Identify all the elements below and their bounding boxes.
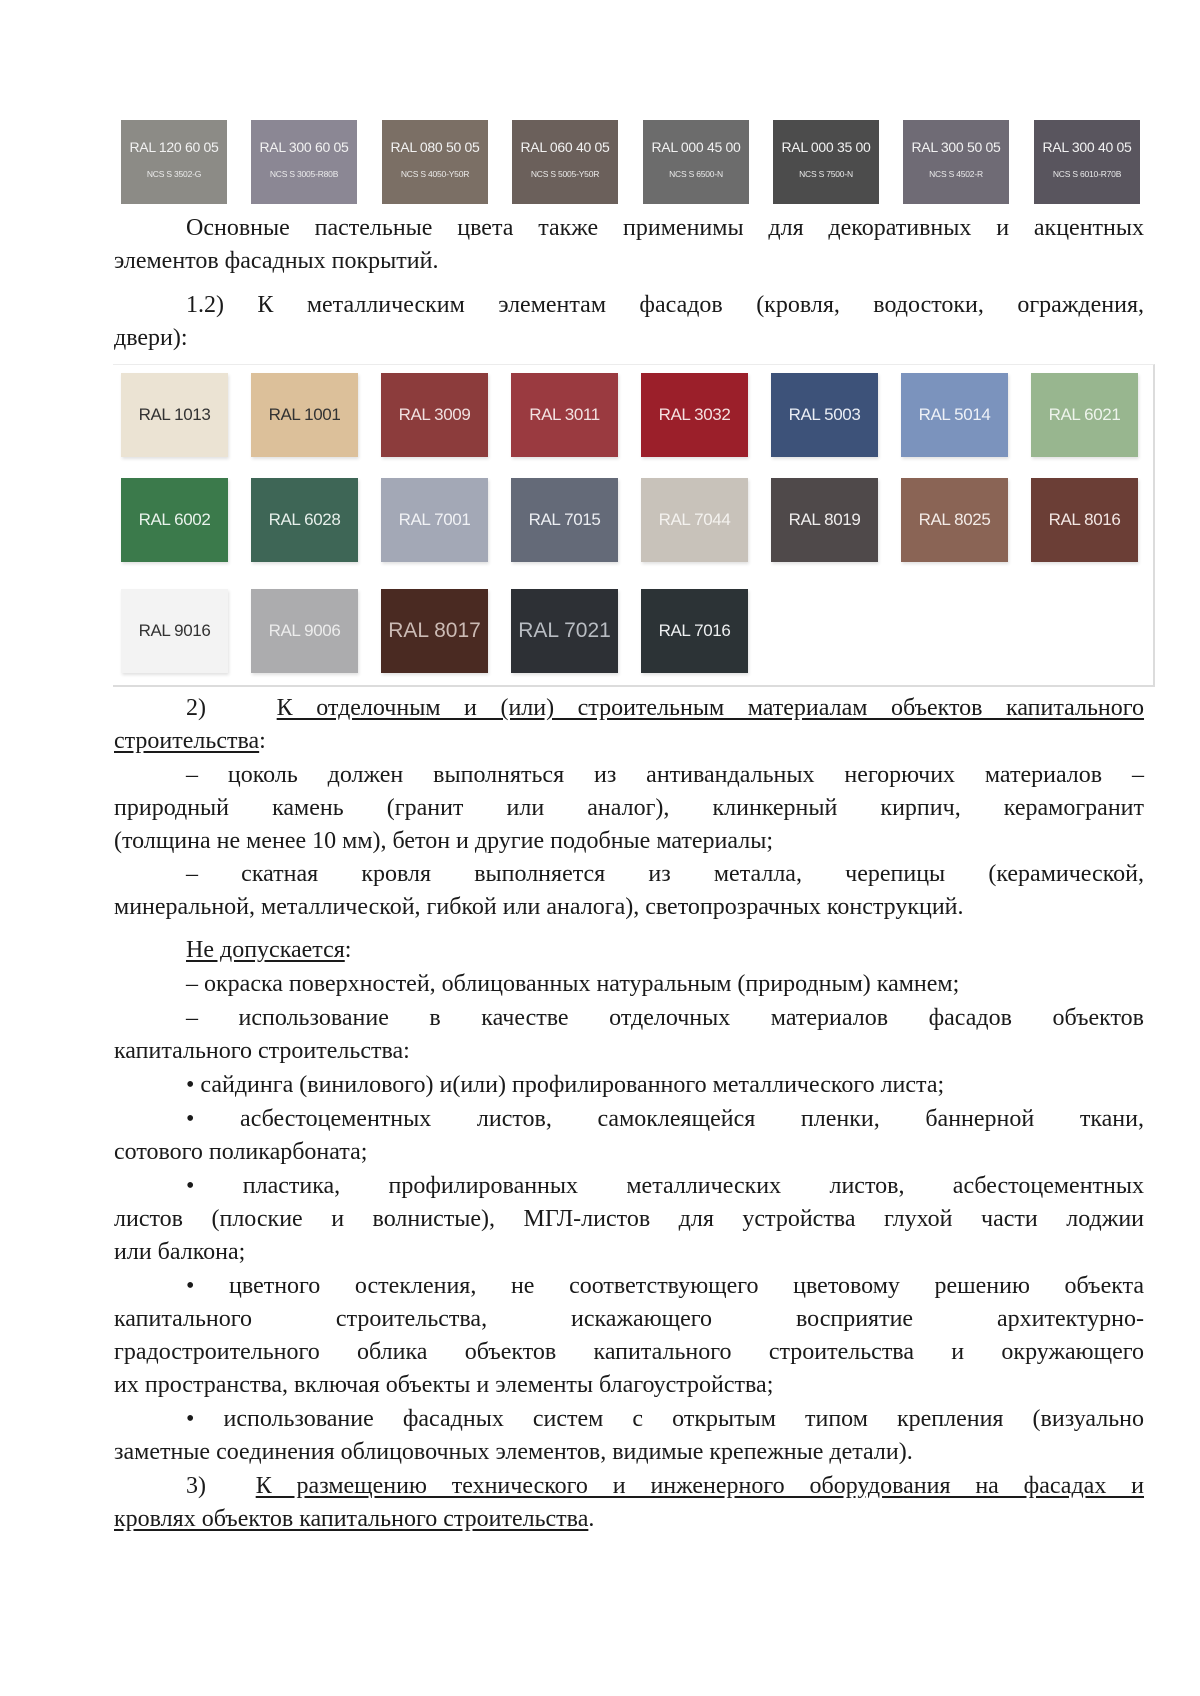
metal-color-swatch: RAL 8016	[1031, 478, 1138, 562]
prohibited-item-facade-systems-line-1: • использование фасадных систем с открытым типом крепления (визуально	[186, 1406, 1144, 1432]
not-allowed-heading	[186, 934, 1144, 967]
prohibited-item-asbestos-line-1: • асбестоцементных листов, самоклеящейся пленки, баннерной ткани,	[186, 1106, 1144, 1132]
swatch-ral-code: RAL 000 45 00	[651, 139, 741, 155]
section-2-colon: :	[259, 728, 266, 754]
metal-color-swatch: RAL 7021	[511, 589, 618, 673]
plinth-rule-line-3: (толщина не менее 10 мм), бетон и другие подобные материалы;	[114, 828, 774, 854]
swatch-ncs-code: NCS S 4050-Y50R	[400, 169, 470, 179]
prohibited-item-glazing-line-2: капитального строительства, искажающего восприятие архитектурно-	[114, 1306, 1144, 1332]
metal-color-swatch: RAL 6002	[121, 478, 228, 562]
color-swatch	[382, 120, 488, 204]
not-allowed-title: Не допускается	[186, 937, 345, 963]
swatch-ral-code: RAL 300 40 05	[1042, 139, 1132, 155]
metal-color-swatch: RAL 7015	[511, 478, 618, 562]
section-2-heading-line-1	[186, 692, 1144, 725]
swatch-ral-code: RAL 060 40 05	[520, 139, 610, 155]
swatch-ral-code: RAL 300 50 05	[911, 139, 1001, 155]
prohibited-item-glazing-line-1: • цветного остекления, не соответствующего цветовому решению объекта	[186, 1273, 1144, 1299]
swatch-ncs-code: NCS S 3005-R80B	[269, 169, 339, 179]
color-swatch	[1034, 120, 1140, 204]
plinth-rule-line-1: – цоколь должен выполняться из антивандальных негорючих материалов –	[186, 762, 1144, 788]
prohibited-item-glazing-line-3: градостроительного облика объектов капитального строительства и окружающего	[114, 1339, 1144, 1365]
color-swatch	[773, 120, 879, 204]
metal-color-swatch: RAL 8019	[771, 478, 878, 562]
color-swatch	[512, 120, 618, 204]
section-2-number: 2)	[186, 695, 206, 721]
prohibited-item-asbestos-line-2: сотового поликарбоната;	[114, 1139, 368, 1165]
prohibited-item-siding: • сайдинга (винилового) и(или) профилированного металлического листа;	[186, 1072, 945, 1098]
metal-color-swatch: RAL 6021	[1031, 373, 1138, 457]
swatch-ncs-code: NCS S 5005-Y50R	[530, 169, 600, 179]
metal-color-swatch: RAL 5014	[901, 373, 1008, 457]
swatch-ncs-code: NCS S 6010-R70B	[1052, 169, 1122, 179]
section-2-title-part-1: К отделочным и (или) строительным материалам объектов капитального	[276, 695, 1145, 721]
metal-color-swatch: RAL 1001	[251, 373, 358, 457]
prohibited-item-plastic-line-1: • пластика, профилированных металлических листов, асбестоцементных	[186, 1173, 1144, 1199]
color-swatch	[121, 120, 227, 204]
section-2-heading-line-2	[114, 725, 1144, 758]
section-3-number: 3)	[186, 1473, 206, 1499]
metal-color-swatch: RAL 9016	[121, 589, 228, 673]
metal-color-swatch: RAL 1013	[121, 373, 228, 457]
metal-color-swatch: RAL 3009	[381, 373, 488, 457]
metal-color-swatch: RAL 7016	[641, 589, 748, 673]
metal-color-swatch: RAL 7044	[641, 478, 748, 562]
metal-color-swatch: RAL 7001	[381, 478, 488, 562]
section-2-title-part-2: строительства	[114, 728, 260, 754]
prohibited-item-glazing-line-4: их пространства, включая объекты и элементы благоустройства;	[114, 1372, 774, 1398]
prohibited-materials-line-2: капитального строительства:	[114, 1038, 410, 1064]
section-1-2-heading-line-2: двери):	[114, 325, 188, 351]
section-3-title-part-2: кровлях объектов капитального строительства	[114, 1506, 589, 1532]
roof-rule-line-1: – скатная кровля выполняется из металла, черепицы (керамической,	[186, 861, 1144, 887]
section-3-title-part-1: К размещению технического и инженерного оборудования на фасадах и	[255, 1473, 1145, 1499]
swatch-ncs-code: NCS S 7500-N	[799, 169, 853, 179]
swatch-ncs-code: NCS S 4502-R	[929, 169, 983, 179]
swatch-ncs-code: NCS S 6500-N	[669, 169, 723, 179]
prohibited-item-plastic-line-3: или балкона;	[114, 1239, 246, 1265]
roof-rule-line-2: минеральной, металлической, гибкой или аналога), светопрозрачных конструкций.	[114, 894, 964, 920]
color-swatch	[903, 120, 1009, 204]
metal-color-swatch: RAL 6028	[251, 478, 358, 562]
prohibited-item-facade-systems-line-2: заметные соединения облицовочных элементов, видимые крепежные детали).	[114, 1439, 913, 1465]
prohibited-materials-line-1: – использование в качестве отделочных материалов фасадов объектов	[186, 1005, 1144, 1031]
metal-color-swatch: RAL 9006	[251, 589, 358, 673]
swatch-ral-code: RAL 300 60 05	[259, 139, 349, 155]
prohibited-item-plastic-line-2: листов (плоские и волнистые), МГЛ-листов для устройства глухой части лоджии	[114, 1206, 1144, 1232]
paragraph-pastel-line-1: Основные пастельные цвета также применимы для декоративных и акцентных	[186, 215, 1144, 241]
plinth-rule-line-2: природный камень (гранит или аналог), клинкерный кирпич, керамогранит	[114, 795, 1144, 821]
section-3-heading-line-1	[186, 1470, 1144, 1503]
swatch-ral-code: RAL 120 60 05	[129, 139, 219, 155]
color-swatch	[643, 120, 749, 204]
not-allowed-colon: :	[344, 937, 352, 963]
metal-color-swatch: RAL 5003	[771, 373, 878, 457]
section-3-period: .	[588, 1506, 595, 1532]
prohibited-painting-stone: – окраска поверхностей, облицованных натуральным (природным) камнем;	[186, 971, 960, 997]
swatch-ncs-code: NCS S 3502-G	[146, 169, 202, 179]
color-swatch	[251, 120, 357, 204]
swatch-ral-code: RAL 000 35 00	[781, 139, 871, 155]
section-1-2-heading-line-1: 1.2) К металлическим элементам фасадов (кровля, водостоки, ограждения,	[186, 292, 1144, 318]
swatch-ral-code: RAL 080 50 05	[390, 139, 480, 155]
section-3-heading-line-2	[114, 1503, 1144, 1536]
paragraph-pastel-line-2: элементов фасадных покрытий.	[114, 248, 439, 274]
metal-color-swatch: RAL 8017	[381, 589, 488, 673]
metal-color-swatch: RAL 8025	[901, 478, 1008, 562]
metal-color-swatch: RAL 3011	[511, 373, 618, 457]
metal-color-swatch: RAL 3032	[641, 373, 748, 457]
